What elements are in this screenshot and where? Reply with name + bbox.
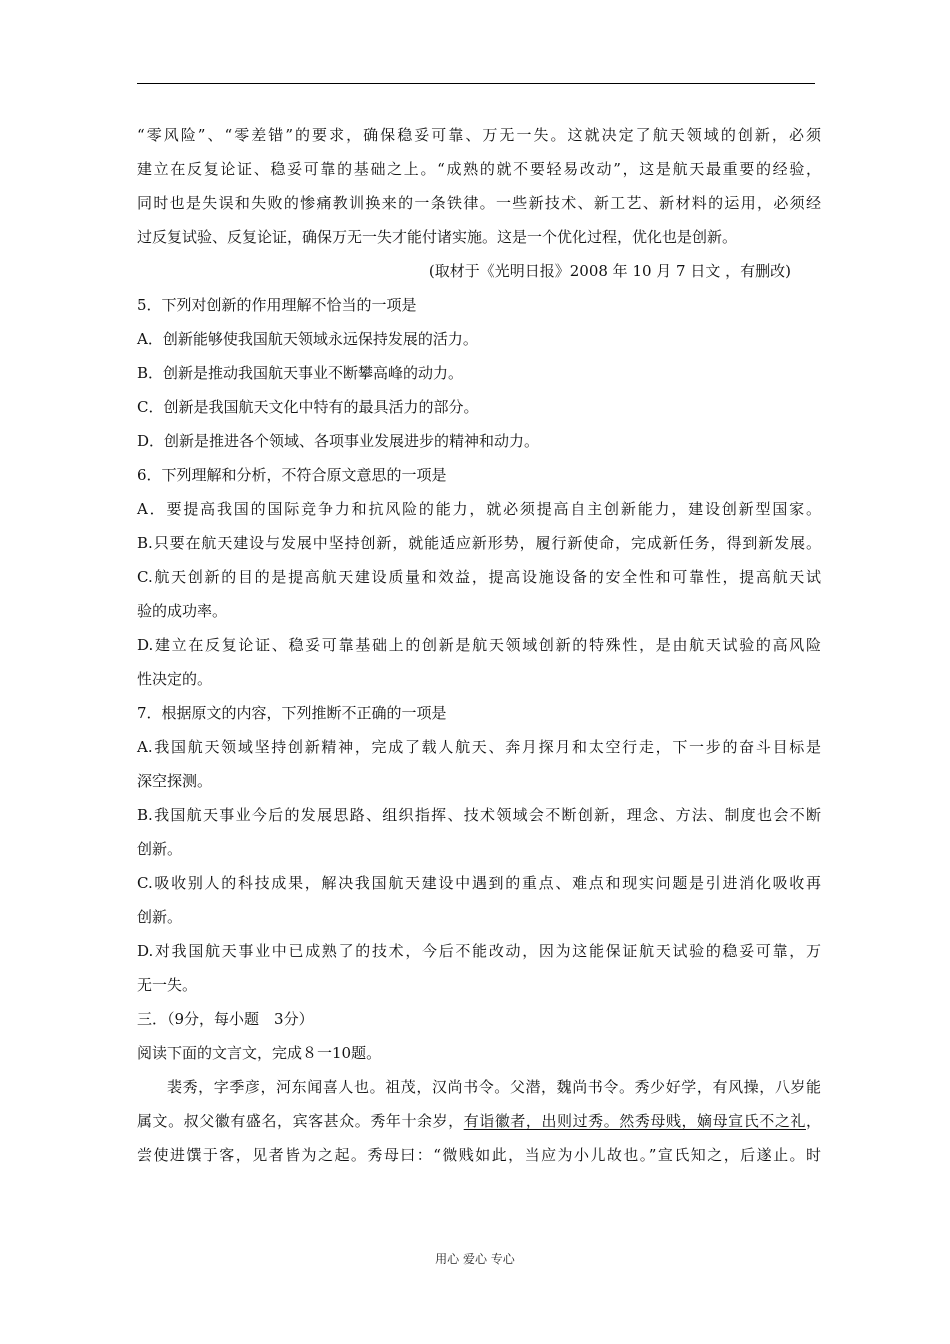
option-b: B.我国航天事业今后的发展思路、组织指挥、技术领域会不断创新，理念、方法、制度也会不断	[137, 806, 821, 824]
classical-text: ，	[805, 1112, 821, 1130]
option-c: C.航天创新的目的是提高航天建设质量和效益，提高设施设备的安全性和可靠性，提高航天试	[137, 568, 821, 586]
option-c-continued: 验的成功率。	[137, 602, 228, 620]
option-b: B．创新是推动我国航天事业不断攀高峰的动力。	[137, 364, 464, 382]
option-d: D.对我国航天事业中已成熟了的技术，今后不能改动，因为这能保证航天试验的稳妥可靠，万	[137, 942, 821, 960]
question-5	[137, 288, 821, 458]
section-instruction: 阅读下面的文言文，完成８一10题。	[137, 1044, 382, 1062]
option-a: A．要提高我国的国际竞争力和抗风险的能力，就必须提高自主创新能力，建设创新型国家。	[137, 500, 821, 518]
option-c-continued: 创新。	[137, 908, 183, 926]
header-rule	[137, 83, 815, 84]
option-a-continued: 深空探测。	[137, 772, 213, 790]
question-stem: 6．下列理解和分析，不符合原文意思的一项是	[137, 466, 447, 484]
option-d: D．创新是推进各个领域、各项事业发展进步的精神和动力。	[137, 432, 540, 450]
option-a: A．创新能够使我国航天领域永远保持发展的活力。	[137, 330, 478, 348]
page-footer: 用心 爱心 专心	[435, 1252, 515, 1266]
passage-line: 建立在反复论证、稳妥可靠的基础之上。“成熟的就不要轻易改动”，这是航天最重要的经验，	[137, 160, 821, 178]
classical-text: 属文。叔父徽有盛名，宾客甚众。秀年十余岁，	[137, 1112, 464, 1130]
option-c: C．创新是我国航天文化中特有的最具活力的部分。	[137, 398, 479, 416]
section-heading: 三．（9分，每小题 3分）	[137, 1010, 314, 1028]
passage-tail	[137, 118, 821, 288]
option-a: A.我国航天领域坚持创新精神，完成了载人航天、奔月探月和太空行走，下一步的奋斗目标是	[137, 738, 821, 756]
option-d-continued: 性决定的。	[137, 670, 213, 688]
classical-line: 尝使进馔于客，见者皆为之起。秀母曰：“微贱如此，当应为小儿故也。”宣氏知之，后遂止。时	[137, 1146, 821, 1164]
passage-line: 同时也是失误和失败的惨痛教训换来的一条铁律。一些新技术、新工艺、新材料的运用，必须经	[137, 194, 821, 212]
option-d-continued: 无一失。	[137, 976, 198, 994]
classical-line: 裴秀，字季彦，河东闻喜人也。祖茂，汉尚书令。父潜，魏尚书令。秀少好学，有风操，八岁能	[167, 1078, 821, 1096]
question-6	[137, 458, 821, 696]
option-c: C.吸收别人的科技成果，解决我国航天建设中遇到的重点、难点和现实问题是引进消化吸收再	[137, 874, 821, 892]
passage-line: “零风险”、“零差错”的要求，确保稳妥可靠、万无一失。这就决定了航天领域的创新，必须	[137, 126, 821, 144]
option-b-continued: 创新。	[137, 840, 183, 858]
section-3	[137, 1002, 821, 1070]
question-stem: 7．根据原文的内容，下列推断不正确的一项是	[137, 704, 447, 722]
option-d: D.建立在反复论证、稳妥可靠基础上的创新是航天领域创新的特殊性，是由航天试验的高风险	[137, 636, 821, 654]
option-b: B.只要在航天建设与发展中坚持创新，就能适应新形势，履行新使命，完成新任务，得到新发展。	[137, 534, 821, 552]
question-stem: 5．下列对创新的作用理解不恰当的一项是	[137, 296, 417, 314]
classical-passage	[137, 1070, 821, 1172]
passage-source: (取材于《光明日报》2008 年 10 月 7 日文 ，有删改)	[428, 262, 791, 280]
question-7	[137, 696, 821, 1002]
underlined-sentence: 有诣徽者，出则过秀。然秀母贱，嫡母宣氏不之礼	[463, 1112, 806, 1130]
classical-line	[137, 1104, 821, 1138]
passage-line: 过反复试验、反复论证，确保万无一失才能付诸实施。这是一个优化过程，优化也是创新。	[137, 228, 738, 246]
document-body	[137, 118, 821, 1172]
